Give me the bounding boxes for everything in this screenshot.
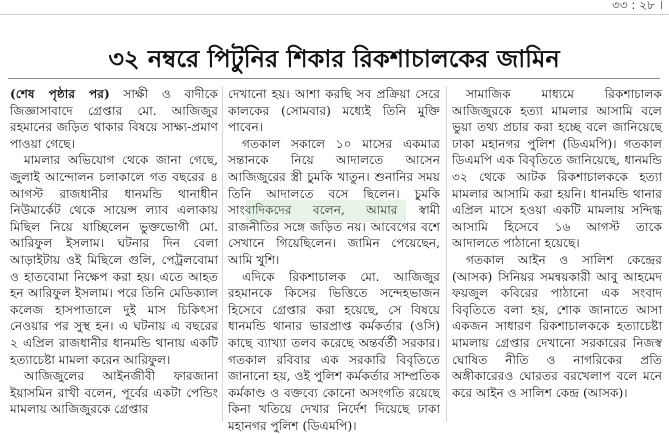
column-divider-2 xyxy=(446,86,447,422)
headline: ৩২ নম্বরে পিটুনির শিকার রিকশাচালকের জামিন xyxy=(108,45,560,73)
article-column-2 xyxy=(228,86,440,433)
column-1-paragraph-3: আজিজুলের আইনজীবী ফারজানা ইয়াসমিন রাখী বলেন, পূর্বের একটা পেন্ডিং মামলায় আজিজুরকে গ্রেপ্তার xyxy=(10,369,218,417)
article-column-3 xyxy=(452,86,662,422)
column-3-paragraph-1: সামাজিক মাধ্যমে রিকশাচালক আজিজুরকে হত্যা মামলার আসামি বলে ভুয়া তথ্য প্রচার করা হচ্ছে বলে জানিয়েছে ঢাকা মহানগর পুলিশ (ডিএমপি)। গতকাল ডিএমপি এক বিবৃতিতে জানিয়েছে, ধানমন্ডি ৩২ থেকে আটক রিকশাচালককে হত্যা মামলার আসামি করা হয়নি। ধানমন্ডি থানার এপ্রিল মাসে হওয়া একটি মামলায় সন্দিগ্ধ আসামি হিসেবে ১৬ আগস্ট তাকে আদালতে পাঠানো হয়েছে। xyxy=(452,87,662,251)
article-column-1 xyxy=(10,86,218,422)
column-2-paragraph-2: গতকাল সকালে ১০ মাসের একমাত্র সন্তানকে নিয়ে আদালতে আসেন আজিজুরের স্ত্রী চুমকি খাতুন। শুনানির সময় তিনি আদালতে বসে ছিলেন। চুমকি সাংবাদিকদের বলেন, আমার স্বামী রাজনীতির সঙ্গে জড়িত নয়। আবেগের বশে সেখানে গিয়েছিলেন। জামিন পেয়েছেন, আমি খুশি। xyxy=(228,136,440,267)
top-strip xyxy=(0,0,669,15)
column-1-paragraph-1-text: সাক্ষী ও বাদীকে জিজ্ঞাসাবাদে গ্রেপ্তার মো. আজিজুর রহমানের জড়িত থাকার বিষয়ে সাক্ষ্য-প্রমাণ পাওয়া গেছে। xyxy=(10,87,219,151)
continuation-lead: (শেষ পৃষ্ঠার পর) xyxy=(10,87,110,101)
column-2-paragraph-1: দেখানো হয়। আশা করছি সব প্রক্রিয়া সেরে কালকের (সোমবার) মধ্যেই তিনি মুক্তি পাবেন। xyxy=(228,87,440,135)
column-1-paragraph-2: মামলার অভিযোগ থেকে জানা গেছে, জুলাই আন্দোলন চলাকালে গত বছরের ৪ আগস্ট রাজধানীর ধানমন্ডি থানাধীন নিউমার্কেট থেকে সায়েন্স ল্যাব এলাকায় মিছিল নিয়ে যাচ্ছিলেন ভুক্তভোগী মো. আরিফুল ইসলাম। ঘটনার দিন বেলা আড়াইটায় ওই মিছিলে গুলি, পেট্রলবোমা ও হাতবোমা নিক্ষেপ করা হয়। এতে আহত হন আরিফুল ইসলাম। পরে তিনি মেডিক্যাল কলেজ হাসপাতালে দুই মাস চিকিৎসা নেওয়ার পর সুস্থ হন। এ ঘটনায় এ বছরের ২ এপ্রিল রাজধানীর ধানমন্ডি থানায় একটি হত্যাচেষ্টা মামলা করেন আরিফুল। xyxy=(10,153,218,367)
column-divider-1 xyxy=(222,86,223,422)
column-3-paragraph-2: গতকাল আইন ও সালিশ কেন্দ্রের (আসক) সিনিয়র সমন্বয়কারী আবু আহমেদ ফয়জুল কবিরের পাঠানো এক সংবাদ বিবৃতিতে বলা হয়, শোক জানাতে আসা একজন সাধারণ রিকশাচালককে হত্যাচেষ্টা মামলায় গ্রেপ্তার দেখানো সরকারের নিজস্ব ঘোষিত নীতি ও নাগরিকের প্রতি অঙ্গীকারেরও ঘোরতর বরখেলাপ বলে মনে করে আইন ও সালিশ কেন্দ্র (আসক)। xyxy=(452,252,662,400)
headline-box xyxy=(8,42,660,79)
page-reference: ৩৩ : ২৮ । xyxy=(612,0,663,12)
column-1-paragraph-1 xyxy=(10,86,218,152)
column-2-paragraph-3: এদিকে রিকশাচালক মো. আজিজুর রহমানকে কিসের ভিত্তিতে সন্দেহভাজন হিসেবে গ্রেপ্তার করা হয়েছে, সে বিষয়ে ধানমন্ডি থানার ভারপ্রাপ্ত কর্মকর্তার (ওসি) কাছে ব্যাখ্যা তলব করেছে অন্তর্বর্তী সরকার। গতকাল রবিবার এক সরকারি বিবৃতিতে জানানো হয়, ওই পুলিশ কর্মকর্তার সাম্প্রতিক কর্মকাণ্ড ও বক্তব্যে কোনো অসংগতি রয়েছে কিনা খতিয়ে দেখার নির্দেশ দিয়েছে ঢাকা মহানগর পুলিশ (ডিএমপি)। xyxy=(228,269,440,433)
